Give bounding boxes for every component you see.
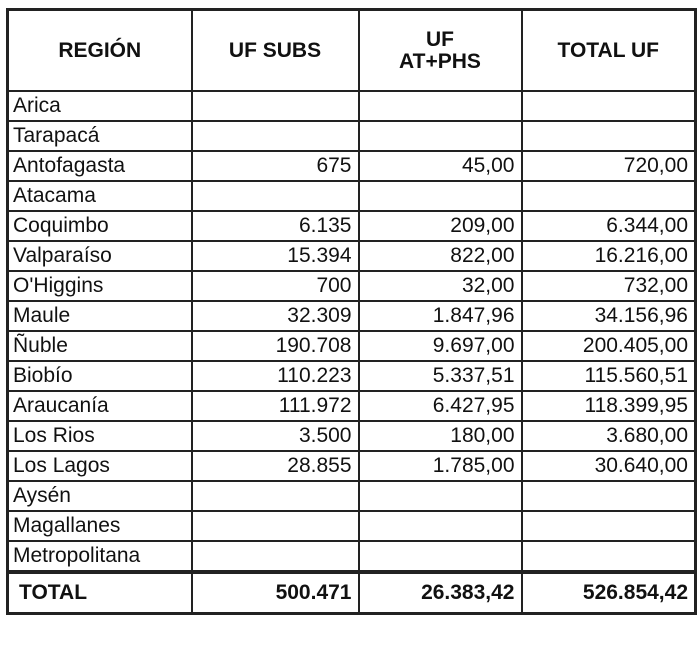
cell-uf-subs: 190.708 xyxy=(192,331,359,361)
cell-region: Ñuble xyxy=(8,331,192,361)
cell-total-uf: 200.405,00 xyxy=(522,331,696,361)
cell-total-uf: 3.680,00 xyxy=(522,421,696,451)
cell-uf-subs: 110.223 xyxy=(192,361,359,391)
cell-region: Maule xyxy=(8,301,192,331)
table-row xyxy=(8,271,696,301)
total-label: TOTAL xyxy=(8,572,192,614)
cell-uf-at-phs: 32,00 xyxy=(359,271,522,301)
cell-uf-at-phs: 5.337,51 xyxy=(359,361,522,391)
header-row xyxy=(8,10,696,92)
cell-total-uf xyxy=(522,541,696,572)
cell-uf-subs: 15.394 xyxy=(192,241,359,271)
cell-total-uf: 720,00 xyxy=(522,151,696,181)
header-region: REGIÓN xyxy=(8,10,192,92)
cell-uf-subs: 32.309 xyxy=(192,301,359,331)
total-row xyxy=(8,572,696,614)
header-uf-at-phs xyxy=(359,10,522,92)
cell-uf-at-phs: 180,00 xyxy=(359,421,522,451)
table-row xyxy=(8,421,696,451)
cell-uf-at-phs xyxy=(359,541,522,572)
cell-uf-subs: 6.135 xyxy=(192,211,359,241)
table-row xyxy=(8,331,696,361)
header-uf-subs: UF SUBS xyxy=(192,10,359,92)
cell-uf-at-phs xyxy=(359,121,522,151)
cell-region: Araucanía xyxy=(8,391,192,421)
cell-region: Los Lagos xyxy=(8,451,192,481)
cell-total-uf xyxy=(522,481,696,511)
cell-region: Atacama xyxy=(8,181,192,211)
table-header xyxy=(8,10,696,92)
cell-region: Tarapacá xyxy=(8,121,192,151)
cell-total-uf: 34.156,96 xyxy=(522,301,696,331)
header-uf-at-phs-line1: UF xyxy=(426,27,454,51)
table-row xyxy=(8,361,696,391)
table-row xyxy=(8,241,696,271)
cell-region: Valparaíso xyxy=(8,241,192,271)
cell-region: Metropolitana xyxy=(8,541,192,572)
cell-total-uf: 30.640,00 xyxy=(522,451,696,481)
cell-total-uf: 115.560,51 xyxy=(522,361,696,391)
cell-total-uf xyxy=(522,181,696,211)
table-row xyxy=(8,451,696,481)
cell-uf-subs xyxy=(192,511,359,541)
cell-uf-subs xyxy=(192,181,359,211)
cell-uf-subs: 675 xyxy=(192,151,359,181)
header-uf-at-phs-line2: AT+PHS xyxy=(399,49,481,73)
cell-uf-subs xyxy=(192,481,359,511)
cell-region: Biobío xyxy=(8,361,192,391)
cell-uf-at-phs: 822,00 xyxy=(359,241,522,271)
cell-uf-subs: 700 xyxy=(192,271,359,301)
table-row xyxy=(8,121,696,151)
cell-uf-subs xyxy=(192,541,359,572)
table-row xyxy=(8,511,696,541)
cell-uf-at-phs: 45,00 xyxy=(359,151,522,181)
cell-region: Antofagasta xyxy=(8,151,192,181)
header-total-uf: TOTAL UF xyxy=(522,10,696,92)
cell-total-uf xyxy=(522,121,696,151)
cell-region: O'Higgins xyxy=(8,271,192,301)
cell-region: Coquimbo xyxy=(8,211,192,241)
cell-region: Aysén xyxy=(8,481,192,511)
cell-region: Magallanes xyxy=(8,511,192,541)
cell-total-uf: 732,00 xyxy=(522,271,696,301)
cell-total-uf xyxy=(522,511,696,541)
table-row xyxy=(8,541,696,572)
cell-uf-subs: 111.972 xyxy=(192,391,359,421)
cell-uf-at-phs xyxy=(359,91,522,121)
cell-region: Arica xyxy=(8,91,192,121)
cell-uf-at-phs xyxy=(359,481,522,511)
cell-uf-at-phs xyxy=(359,511,522,541)
table-row xyxy=(8,301,696,331)
cell-total-uf: 118.399,95 xyxy=(522,391,696,421)
cell-uf-at-phs xyxy=(359,181,522,211)
cell-uf-at-phs: 1.785,00 xyxy=(359,451,522,481)
table-row xyxy=(8,211,696,241)
table-row xyxy=(8,91,696,121)
table-body xyxy=(8,91,696,572)
uf-region-table xyxy=(6,8,697,615)
cell-uf-at-phs: 209,00 xyxy=(359,211,522,241)
table-row xyxy=(8,391,696,421)
cell-uf-at-phs: 1.847,96 xyxy=(359,301,522,331)
cell-total-uf: 6.344,00 xyxy=(522,211,696,241)
table-row xyxy=(8,481,696,511)
total-uf-subs: 500.471 xyxy=(192,572,359,614)
cell-region: Los Rios xyxy=(8,421,192,451)
cell-uf-at-phs: 9.697,00 xyxy=(359,331,522,361)
cell-uf-subs xyxy=(192,91,359,121)
total-total-uf: 526.854,42 xyxy=(522,572,696,614)
cell-total-uf: 16.216,00 xyxy=(522,241,696,271)
total-uf-at-phs: 26.383,42 xyxy=(359,572,522,614)
cell-uf-at-phs: 6.427,95 xyxy=(359,391,522,421)
table-row xyxy=(8,181,696,211)
cell-uf-subs: 3.500 xyxy=(192,421,359,451)
table-row xyxy=(8,151,696,181)
cell-uf-subs xyxy=(192,121,359,151)
table-footer xyxy=(8,572,696,614)
cell-uf-subs: 28.855 xyxy=(192,451,359,481)
cell-total-uf xyxy=(522,91,696,121)
